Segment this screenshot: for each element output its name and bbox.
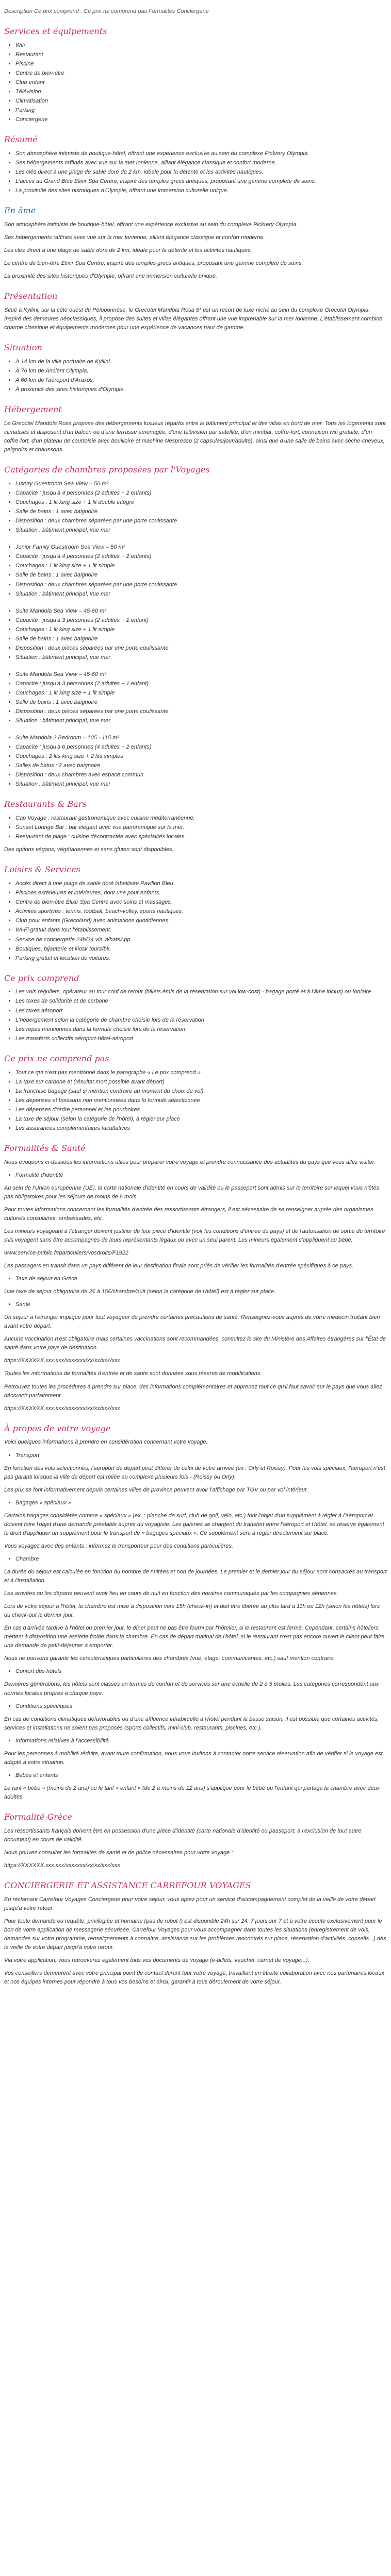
bagages-label: • Bagages « spéciaux » [15,1499,387,1507]
formalite-grece-title: Formalité Grèce [4,1811,72,1822]
paragraph: https://XXXXXX.xxx.xxx/xxxxxxx/xx/xx/xxx/xxx [4,1405,120,1412]
room-categories [4,480,387,789]
prix-comprend-list [4,988,387,1043]
room-detail: • Situation : bâtiment principal, vue mer [15,780,387,789]
restaurants-section [4,798,387,854]
list-item: • La franchise bagage (sauf si mention contraire au moment du choix du vol) [15,1087,387,1096]
hebergement-section [4,403,387,454]
resume-list [4,149,387,195]
paragraph: Dernières générations, les hôtels sont classés en termes de confort et de services sur une échelle de 2 à 5 étoiles. Les catégories correspondent aux normes locales propres à chaque pays. [4,1681,379,1697]
room-detail: • Capacité : jusqu'à 4 personnes (2 adultes + 2 enfants) [15,489,387,498]
formalites-taxe-paragraph: Une taxe de séjour obligatoire de 2€ à 15€/chambre/nuit (selon la catégorie de l'hôtel) est à régler sur place. [4,1289,276,1295]
infos-paragraphs [4,1750,387,1767]
paragraph: Nous pouvez consulter les formalités de santé et de police nécessaires pour votre voyage : [4,1849,233,1856]
room-detail: • Situation : bâtiment principal, vue mer [15,590,387,599]
room-detail: • Situation : bâtiment principal, vue mer [15,526,387,535]
situation-list [4,358,387,394]
infos-label: • Informations relatives à l'accessibilité [15,1737,387,1745]
formalites-sante-label: • Santé [15,1300,387,1309]
room-detail: • Couchages : 1 lit king size + 1 lit double intégré [15,498,387,507]
services-list [4,41,387,124]
transport-label: • Transport [15,1451,387,1460]
list-item: • Les dépenses d'ordre personnel et les pourboires [15,1106,387,1114]
paragraph: https://XXXXXX.xxx.xxx/xxxxxxx/xx/xx/xxx/xxx [4,1862,120,1869]
room-name: • Suite Mandola Sea View – 45-60 m² [15,670,387,679]
paragraph: Vos conseillers demeurent avec votre principal point de contact durant tout votre voyage, travaillant en étroite collaboration avec nos partenaires locaux et nos équipes internes pour répondre à tous vos besoins et ainsi, garantir à tous déroulement de votre séjour. [4,1970,385,1986]
room-detail: • Disposition : deux pièces séparées par une porte coulissante [15,644,387,653]
room-detail: • Situation : bâtiment principal, vue mer [15,717,387,725]
list-item: • Les assurances complémentaires facultatives [15,1124,387,1133]
list-item: • Centre de bien-être Elixir Spa Centre avec soins et massages. [15,898,387,907]
paragraph: Un séjour à l'étranger implique pour tout voyageur de prendre certaines précautions de santé. Renseignez-vous auprès de votre médecin traitant bien avant votre départ. [4,1314,380,1330]
resume-section [4,133,387,195]
paragraph: Les passagers en transit dans un pays différent de leur destination finale sont priés de vérifier les formalités d'entrée spécifiques à ce pays. [4,1263,354,1269]
formalites-paragraphs [4,1184,387,1270]
conciergerie-section [4,1879,387,1987]
formalite-grece-section [4,1811,387,1870]
paragraph: Lors de votre séjour à l'hôtel, la chambre est mise à disposition vers 15h (check-in) et doit être libérée au plus tard à 11h ou 12h (selon les hôtels) lors du check-out le dernier jour. [4,1603,380,1619]
chambre-label: • Chambre [15,1555,387,1564]
room-detail: • Salle de bains : 1 avec baignoire [15,507,387,516]
resume-title: Résumé [4,134,38,145]
paragraph: Nous ne pouvons garantir les caractéristiques particulières des chambres (vue, étage, communicantes, etc.) sauf mention contraire. [4,1655,335,1662]
list-item: • Boutiques, bijouterie et kiosk tours/bk. [15,945,387,954]
room-detail: • Salle de bains : 1 avec baignoire [15,698,387,707]
confort-paragraphs [4,1680,387,1698]
transport-paragraphs [4,1464,387,1495]
paragraph: En réclamant Carrefour Voyages Conciergerie pour votre séjour, vous optez pour un service d'accompagnement complet de la veille de votre départ jusqu'à votre retour. [4,1896,376,1911]
formalite-grece-paragraphs [4,1827,387,1870]
list-item: • L'accès au Grand Blue Elixir Spa Centre, inspiré des temples grecs antiques, proposant une gamme complète de soins. [15,177,387,186]
list-item: • Piscine [15,60,387,69]
paragraph: Son atmosphère intimiste de boutique-hôtel, offrant une expérience exclusive au sein du complexe Pickrery Olympia. [4,222,298,228]
list-item: • Club enfant [15,78,387,87]
list-item: • Club pour enfants (Grecoland) avec animations quotidiennes. [15,917,387,925]
restaurants-footer: Des options végans, végétariennes et sans gluten sont disponibles. [4,846,174,853]
list-item: • Cap Voyage : restaurant gastronomique avec cuisine méditerranéenne. [15,814,387,823]
paragraph: Via votre application, vous retrouverez également tous vos documents de voyage (e-billets, vaucher, carnet de voyage...). [4,1957,309,1964]
paragraph: Pour les personnes à mobilité réduite, avant toute confirmation, nous vous invitons à contacter notre service réservation afin de vérifier si le voyage est adapté à votre situation. [4,1750,383,1766]
conciergerie-paragraphs [4,1895,387,1987]
paragraph: Pour toutes informations concernant les formalités d'entrée des ressortissants étrangers, il est nécessaire de se renseigner auprès des organismes culturels consulaires, ambassades, etc. [4,1206,373,1222]
paragraph: Les mineurs voyageant à l'étranger doivent justifier de leur pièce d'identité (voir les conditions d'entrée du pays) et de l'autorisation de sortie du territoire s'ils voyagent sans être accompagnés de leurs représentants légaux ou avec un seul parent. Les mineurs également s'appliquent au bébé. [4,1228,385,1243]
paragraph: Vous voyagez avec des enfants : informez le transporteur pour des conditions particulières. [4,1543,234,1549]
paragraph: Aucune vaccination n'est obligatoire mais certaines vaccinations sont recommandées, consultez le site du Ministère des Affaires étrangères sur l'État de santé dans votre pays de destination. [4,1336,386,1351]
hebergement-title: Hébergement [4,404,62,415]
list-item: • Les taxes de solidarité et de carbone [15,997,387,1006]
en-ame-section [4,205,387,281]
room-detail: • Disposition : deux chambres séparées par une porte coulissante [15,581,387,589]
a-propos-title: À propos de votre voyage [4,1423,111,1433]
restaurants-list [4,814,387,841]
room-detail: • Salle de bains : 1 avec baignoire [15,571,387,580]
room-detail: • Disposition : deux chambres avec espace commun [15,771,387,779]
room-detail: • Couchages : 1 lit king size + 1 lit simple [15,689,387,698]
confort-label: • Confort des hôtels [15,1667,387,1676]
formalites-identite-label: • Formalité d'identité [15,1171,387,1180]
list-item: • Tout ce qui n'est pas mentionné dans le paragraphe « Le prix comprend » [15,1069,387,1077]
paragraph: Situé à Kyllini, sur la côte ouest du Péloponnèse, le Grecotel Mandola Rosa 5* est un resort de luxe niché au sein du complexe Grecotel Olympia. Inspiré des demeures néoclassiques, il propose des suites et villas élégantes offrant une vue imprenable sur la mer Ionienne. L'établissement combine charme classique et équipements modernes pour une expérience de vacances haut de gamme. [4,307,383,331]
climat-label: • Conditions spécifiques [15,1702,387,1711]
paragraph: Certains bagages considérés comme « spéciaux » (ex. : planche de surf, club de golf, vélo, etc.) font l'objet d'un supplément à régler à l'aéroport et doivent faire l'objet d'une demande préalable auprès du voyagiste. Les galeries se chargent du transfert entre l'aéroport et l'hôtel, se réserve également le droit d'appliquer un supplément pour le transport de « bagages spéciaux ». Ce supplément sera à régler directement sur place. [4,1512,384,1536]
list-item: • La proximité des sites historiques d'Olympie, offrant une immersion culturelle unique. [15,187,387,195]
paragraph: Les ressortissants français doivent être en possession d'une pièce d'identité (carte nationale d'identité ou passeport, à l'exclusion de tout autre document) en cours de validité. [4,1827,362,1843]
list-item: • Les vols réguliers, opérateur au tour conf de retour (billets émis de la réservation sur vol low-cost) - bagage porté et à l'âme inclus) ou Ioniaire [15,988,387,996]
list-item: • À 76 km de Ancient Olympia. [15,367,387,376]
list-item: • Parking gratuit et location de voitures. [15,954,387,963]
list-item: • Wifi [15,41,387,50]
list-item: • Conciergerie [15,115,387,124]
room-detail: • Couchages : 1 lit king size + 1 lit simple [15,625,387,634]
paragraph: La proximité des sites historiques d'Olympie, offrant une immersion culturelle unique. [4,273,217,280]
paragraph: Au sein de l'Union européenne (UE), la carte nationale d'identité en cours de validité ou le passeport sont admis sur le territoire sur lequel vous n'êtes pas obligatoires pour les séjours de moins de 6 mois. [4,1184,380,1200]
en-ame-title: En âme [4,206,36,216]
conciergerie-title: CONCIERGERIE ET ASSISTANCE CARREFOUR VOYAGES [4,1880,251,1890]
list-item: • Accès direct à une plage de sable doré labellisée Pavillon Bleu. [15,879,387,888]
room-name: • Luxury Guestroom Sea View – 50 m² [15,480,387,488]
paragraph: Le centre de bien-être Elixir Spa Centre, inspiré des temples grecs antiques, proposant une gamme complète de soins. [4,260,303,267]
prix-ne-comprend-list [4,1069,387,1133]
list-item: • Activités sportives : tennis, football, beach-volley, sports nautiques. [15,907,387,916]
list-item: • À 60 km de l'aéroport d'Araxos. [15,376,387,385]
top-nav-note: Description Ce prix comprend : Ce prix ne comprend pas Formalités Conciergerie [4,8,209,14]
room-detail: • Couchages : 2 lits king size + 2 lits simples [15,752,387,761]
paragraph: En fonction des vols sélectionnés, l'aéroport de départ peut différer de celui de votre arrivée (ex : Orly et Roissy). Pour les vols spéciaux, l'aéroport n'est pas garanti lorsque la ville de départ est reliée au complexe plusieurs fois - (Roissy ou Orly). [4,1465,385,1480]
room-detail: • Situation : bâtiment principal, vue mer [15,653,387,662]
formalites-intro: Nous évoquons ci-dessous les informations utiles pour préparer votre voyage et prendre connaissance des actualités du pays que vous allez visiter. [4,1159,376,1165]
restaurants-title: Restaurants & Bars [4,799,87,809]
loisirs-title: Loisirs & Services [4,865,80,875]
room-category [4,480,387,535]
list-item: • Service de conciergerie 24h/24 via WhatsApp. [15,936,387,944]
list-item: • Les transferts collectifs aéroport-hôtel-aéroport [15,1035,387,1043]
paragraph: La durée du séjour est calculée en fonction du nombre de nuitées et non de journées. Le premier et le dernier jour du séjour sont consacrés au transport et à l'installation. [4,1568,387,1584]
list-item: • Sunset Lounge Bar : bar élégant avec vue panoramique sur la mer. [15,823,387,832]
bagages-paragraphs [4,1512,387,1551]
paragraph: https://XXXXXX.xxx.xxx/xxxxxxx/xx/xx/xxx/xxx [4,1358,120,1364]
prix-ne-comprend-section [4,1053,387,1133]
bebes-paragraphs [4,1784,387,1802]
prix-comprend-section [4,972,387,1043]
list-item: • L'hébergement selon la catégorie de chambre choisie lors de la réservation [15,1016,387,1025]
a-propos-section [4,1422,387,1802]
formalites-title: Formalités & Santé [4,1143,86,1153]
paragraph: Toutes les informations de formalités d'entrée et de santé sont données sous réserve de modifications. [4,1370,262,1377]
list-item: • Piscines extérieures et intérieures, dont une pour enfants. [15,889,387,897]
paragraph: Retrouvez toutes les procédures à prendre sur place, des informations complémentaires et apprenez tout ce qu'il faut savoir sur le pays que vous allez découvrir parfaitement. [4,1383,382,1399]
formalites-section [4,1142,387,1413]
room-detail: • Salle de bains : 1 avec baignoire [15,635,387,643]
list-item: • Wi-Fi gratuit dans tout l'établissement. [15,926,387,935]
list-item: • Les dépenses et boissons non mentionnées dans la formule sélectionnée [15,1096,387,1105]
room-detail: • Capacité : jusqu'à 4 personnes (2 adultes + 2 enfants) [15,552,387,561]
list-item: • Ses hébergements raffinés avec vue sur la mer Ionienne, alliant élégance classique et confort moderne. [15,159,387,167]
prix-ne-comprend-title: Ce prix ne comprend pas [4,1053,109,1063]
list-item: • Restaurant [15,50,387,59]
list-item: • Son atmosphère intimiste de boutique-hôtel, offrant une expérience exclusive au sein du complexe Pickrery Olympia. [15,149,387,158]
list-item: • Centre de bien-être [15,69,387,78]
situation-section [4,342,387,394]
paragraph: Le tarif « bébé » (moins de 2 ans) ou le tarif « enfant » (de 2 à moins de 12 ans) s'applique pour le bébé ou l'enfant qui partage la chambre avec deux adultes. [4,1785,380,1800]
paragraph: Les prix se font informativement depuis certaines villes de province peuvent avoir l'affichage par TGV ou par vol intérieur. [4,1486,308,1493]
list-item: • À proximité des sites historiques d'Olympie. [15,385,387,394]
loisirs-list [4,879,387,962]
room-category [4,543,387,598]
room-detail: • Couchages : 1 lit king size + 1 lit simple [15,562,387,570]
services-section [4,25,387,124]
list-item: • La taxe de séjour (selon la catégorie de l'hôtel), à régler sur place [15,1115,387,1124]
prix-comprend-title: Ce prix comprend [4,973,79,983]
situation-title: Situation [4,343,42,353]
paragraph: Ses hébergements raffinés avec vue sur la mer Ionienne, alliant élégance classique et confort moderne. [4,234,265,241]
room-detail: • Disposition : deux pièces séparées par une porte coulissante [15,707,387,716]
room-category [4,670,387,725]
room-detail: • Capacité : jusqu'à 6 personnes (4 adultes + 2 enfants) [15,743,387,752]
climat-paragraphs [4,1715,387,1733]
paragraph: En cas de conditions climatiques défavorables ou d'une affluence inhabituelle à l'hôtel pendant la basse saison, il est possible que certaines activités, services et installations ne soient pas proposés (sports collectifs, mini-club, restaurants, piscines, etc.). [4,1716,379,1731]
a-propos-intro: Voici quelques informations à prendre en considération concernant votre voyage. [4,1439,208,1446]
list-item: • Parking [15,106,387,115]
list-item: • Climatisation [15,97,387,106]
categories-section [4,464,387,789]
room-name: • Junior Family Guestroom Sea View – 50 m² [15,543,387,552]
paragraph: Pour toute demande ou requête, privilégiée et humaine (pas de robot !) est disponible 24h sur 24, 7 jours sur 7 et à votre écoute exclusivement pour le bon de votre application de messagerie sécurisée. Carrefour Voyages pour vous accompagner dans toutes les situations (enregistrement de vols, demandes sur votre programme, renseignements à connaître, assistance sur les problèmes rencontrés sur place, réservation d'activités, conseils...) dès la veille de votre départ jusqu'à votre retour. [4,1918,386,1951]
paragraph: www.service-public.fr/particuliers/vosdroits/F1922 [4,1250,128,1257]
room-detail: • Capacité : jusqu'à 3 personnes (2 adultes + 1 enfant) [15,616,387,625]
loisirs-section [4,863,387,962]
presentation-section [4,290,387,332]
services-title: Services et équipements [4,26,107,37]
room-category [4,734,387,789]
list-item: • Les taxes aéroport [15,1007,387,1015]
en-ame-paragraphs [4,221,387,281]
paragraph: Les clés direct à une plage de sable doré de 2 km, idéale pour la détente et les activités nautiques. [4,247,252,254]
list-item: • Les repas mentionnés dans la formule choisie lors de la réservation [15,1025,387,1034]
presentation-title: Présentation [4,291,58,301]
list-item: • Restaurant de plage : cuisine décontractée avec spécialités locales. [15,833,387,841]
list-item: • Les clés direct à une plage de sable doré de 2 km, idéale pour la détente et les activités nautiques. [15,168,387,177]
formalites-taxe-label: • Taxe de séjour en Grèce [15,1275,387,1283]
categories-title: Catégories de chambres proposées par l'Voyages [4,465,210,475]
hebergement-paragraph: Le Grecotel Mandola Rosa propose des hébergements luxueux répartis entre le bâtiment principal et des villas en bord de mer. Tous les logements sont climatisés et disposent d'un balcon ou d'une terrasse aménagée, d'une télévision par satellite, d'un minibar, coffre-fort, connexion wifi gratuite, d'un coffre-fort, d'un plateau de courtoisie avec bouilloire et machine Nespresso (2 capsules/jour/adulte), ainsi que d'une salle de bains avec sèche-cheveux, peignoirs et chaussons. [4,420,386,453]
formalites-sante-paragraphs [4,1313,387,1413]
room-detail: • Salles de bains : 2 avec baignoire [15,761,387,770]
paragraph: En cas d'arrivée tardive à l'hôtel ou premier jour, le dîner peut ne pas être fourni par l'hôtelier, si le restaurant est fermé. Cependant, certains hôteliers mettent à disposition une assiette froide dans la chambre. En cas de départ matinal de l'hôtel, si le restaurant n'est pas encore ouvert le client peut faire une demande de petit-déjeuner à emporter. [4,1625,385,1649]
list-item: • À 14 km de la ville portuaire de Kyllini. [15,358,387,366]
room-name: • Suite Mandola Sea View – 45-60 m² [15,607,387,616]
list-item: • La taxe sur carbone et (résultat mort possible avant départ) [15,1078,387,1087]
room-detail: • Capacité : jusqu'à 3 personnes (2 adultes + 1 enfant) [15,680,387,688]
room-detail: • Disposition : deux chambres séparées par une porte coulissante [15,517,387,526]
paragraph: Les arrivées ou les départs peuvent avoir lieu en cours de nuit en fonction des horaires communiqués par les compagnies aériennes. [4,1590,338,1597]
bebes-label: • Bébés et enfants [15,1771,387,1780]
list-item: • Télévision [15,88,387,96]
chambre-paragraphs [4,1568,387,1663]
presentation-paragraphs [4,306,387,332]
room-name: • Suite Mandola 2 Bedroom – 105 - 115 m² [15,734,387,742]
room-category [4,607,387,662]
